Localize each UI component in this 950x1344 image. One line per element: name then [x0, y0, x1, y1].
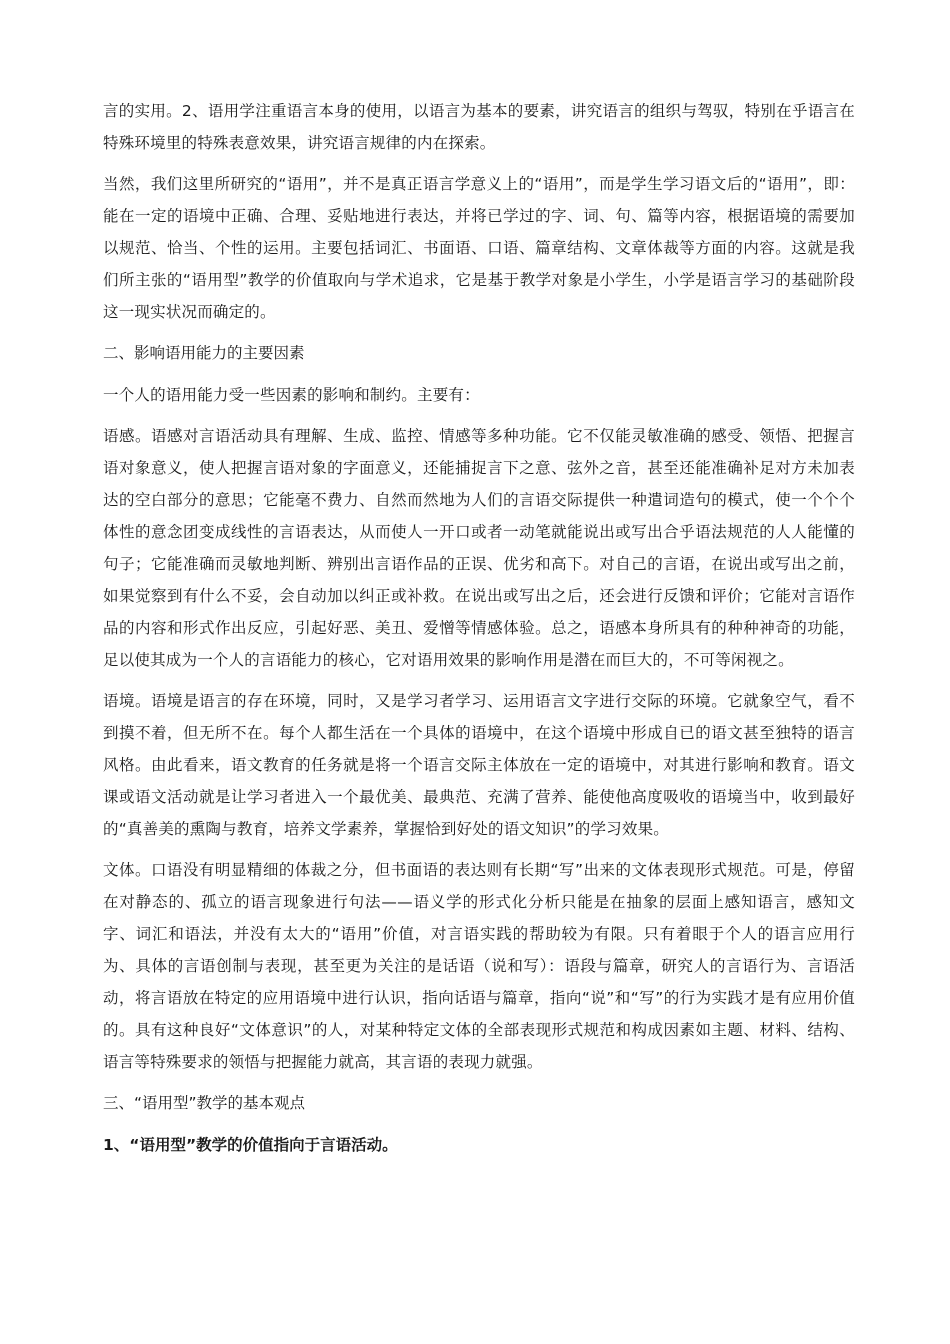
paragraph-context: 语境。语境是语言的存在环境，同时，又是学习者学习、运用语言文字进行交际的环境。它就象空气，看不到摸不着，但无所不在。每个人都生活在一个具体的语境中，在这个语境中形成自已的语文甚至独特的语言风格。由此看来，语文教育的任务就是将一个语言交际主体放在一定的语境中，对其进行影响和教育。语文课或语文活动就是让学习者进入一个最优美、最典范、充满了营养、能使他高度吸收的语境当中，收到最好的“真善美的熏陶与教育，培养文学素养，掌握恰到好处的语文知识”的学习效果。: [103, 692, 855, 838]
document-page: [103, 95, 855, 1161]
paragraph-factors-intro: 一个人的语用能力受一些因素的影响和制约。主要有：: [103, 386, 480, 404]
section-heading-viewpoints: 三、“语用型”教学的基本观点: [103, 1094, 306, 1112]
subheading-value-orientation: 1、“语用型”教学的价值指向于言语活动。: [103, 1136, 398, 1154]
paragraph-pragmatics-definition: 言的实用。2、语用学注重语言本身的使用，以语言为基本的要素，讲究语言的组织与驾驭，特别在乎语言在特殊环境里的特殊表意效果，讲究语言规律的内在探索。: [103, 102, 855, 152]
paragraph-pragmatics-scope: 当然，我们这里所研究的“语用”，并不是真正语言学意义上的“语用”，而是学生学习语文后的“语用”，即：能在一定的语境中正确、合理、妥贴地进行表达，并将已学过的字、词、句、篇等内容，根据语境的需要加以规范、恰当、个性的运用。主要包括词汇、书面语、口语、篇章结构、文章体裁等方面的内容。这就是我们所主张的“语用型”教学的价值取向与学术追求，它是基于教学对象是小学生，小学是语言学习的基础阶段这一现实状况而确定的。: [103, 175, 855, 321]
section-heading-factors: 二、影响语用能力的主要因素: [103, 344, 305, 362]
paragraph-language-sense: 语感。语感对言语活动具有理解、生成、监控、情感等多种功能。它不仅能灵敏准确的感受、领悟、把握言语对象意义，使人把握言语对象的字面意义，还能捕捉言下之意、弦外之音，甚至还能准确补足对方未加表达的空白部分的意思；它能毫不费力、自然而然地为人们的言语交际提供一种遣词造句的模式，使一个个个体性的意念团变成线性的言语表达，从而使人一开口或者一动笔就能说出或写出合乎语法规范的人人能懂的句子；它能准确而灵敏地判断、辨别出言语作品的正误、优劣和高下。对自己的言语，在说出或写出之前，如果觉察到有什么不妥，会自动加以纠正或补救。在说出或写出之后，还会进行反馈和评价；它能对言语作品的内容和形式作出反应，引起好恶、美丑、爱憎等情感体验。总之，语感本身所具有的种种神奇的功能，足以使其成为一个人的言语能力的核心，它对语用效果的影响作用是潜在而巨大的，不可等闲视之。: [103, 427, 855, 669]
paragraph-genre: 文体。口语没有明显精细的体裁之分，但书面语的表达则有长期“写”出来的文体表现形式规范。可是，停留在对静态的、孤立的语言现象进行句法——语义学的形式化分析只能是在抽象的层面上感知语言，感知文字、词汇和语法，并没有太大的“语用”价值，对言语实践的帮助较为有限。只有着眼于个人的语言应用行为、具体的言语创制与表现，甚至更为关注的是话语（说和写）：语段与篇章，研究人的言语行为、言语活动，将言语放在特定的应用语境中进行认识，指向话语与篇章，指向“说”和“写”的行为实践才是有应用价值的。具有这种良好“文体意识”的人，对某种特定文体的全部表现形式规范和构成因素如主题、材料、结构、语言等特殊要求的领悟与把握能力就高，其言语的表现力就强。: [103, 861, 855, 1071]
